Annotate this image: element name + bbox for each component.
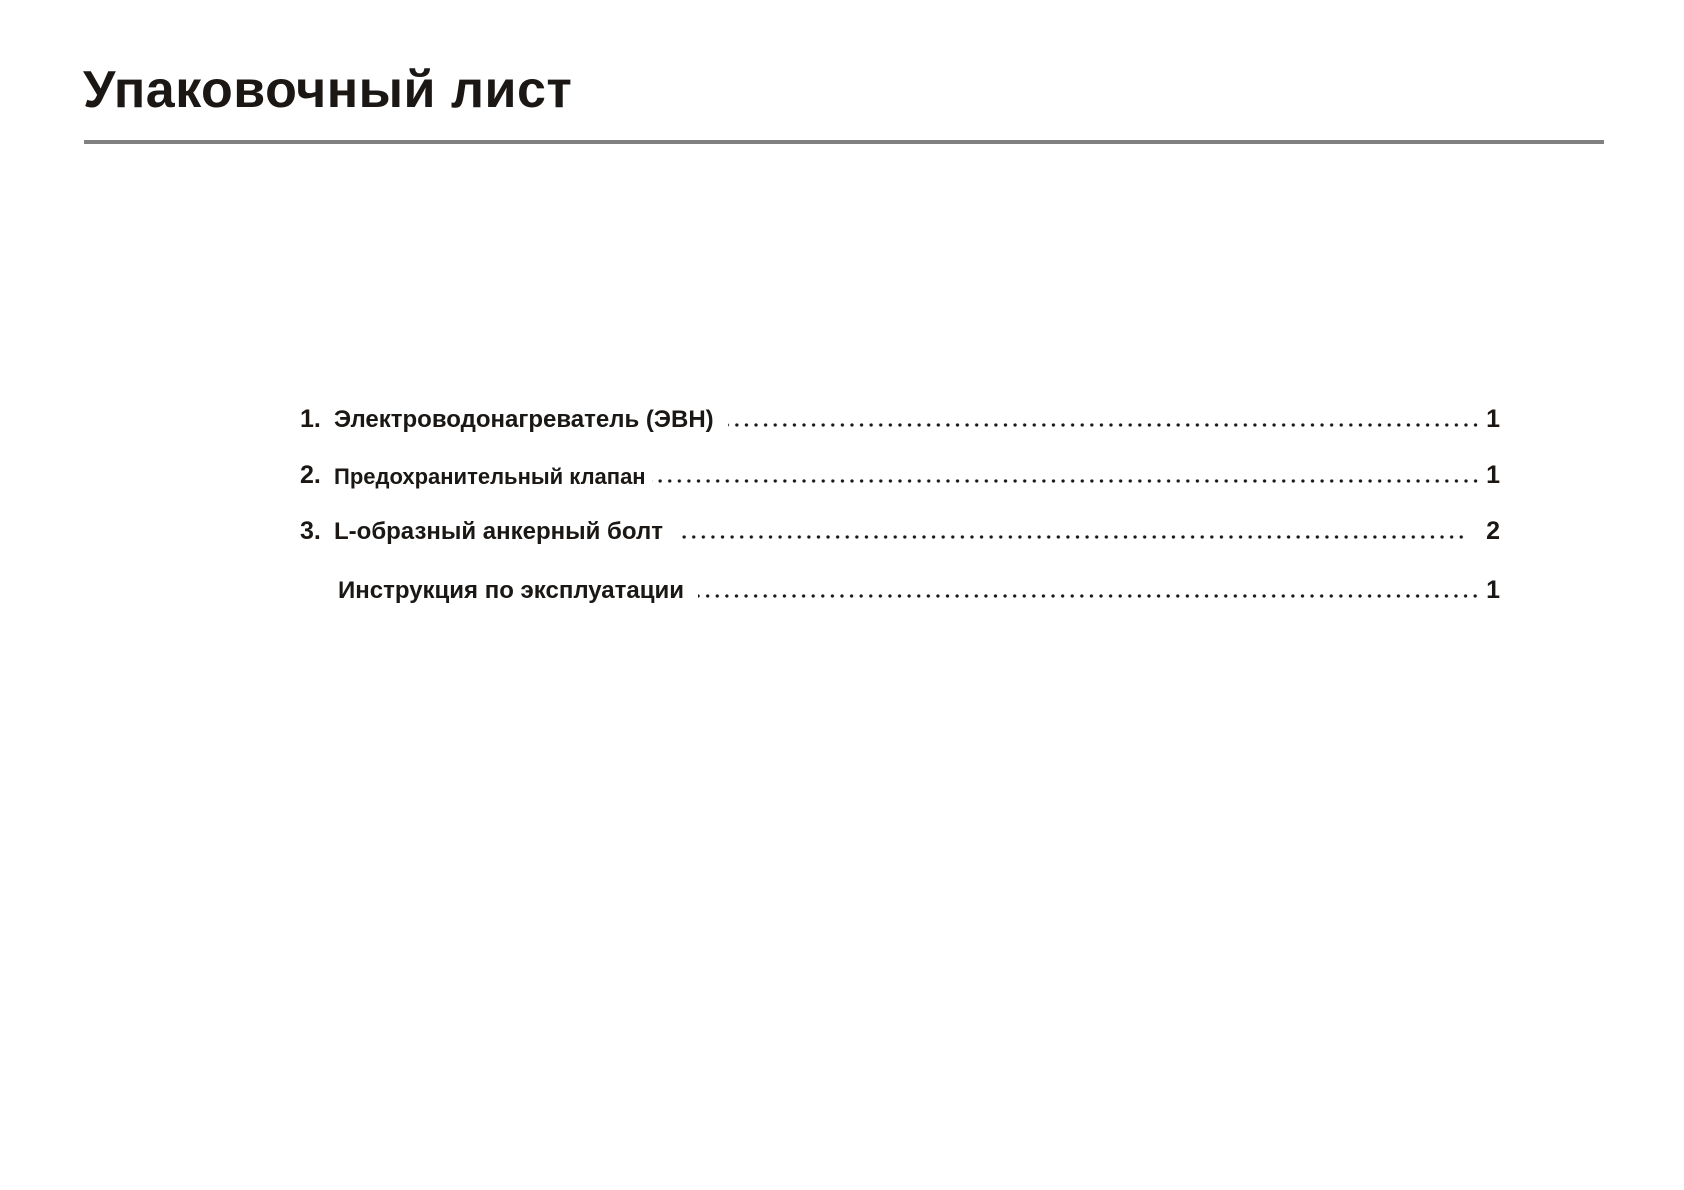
item-quantity: 2 (1486, 517, 1500, 545)
list-item (300, 512, 1500, 544)
item-number: 1. (300, 405, 321, 433)
item-number: 2. (300, 461, 321, 489)
item-label: Инструкция по эксплуатации (338, 577, 685, 604)
item-number: 3. (300, 517, 321, 545)
item-quantity: 1 (1486, 576, 1500, 604)
list-item (300, 456, 1500, 488)
item-label: Электроводонагреватель (ЭВН) (334, 406, 714, 433)
list-item (300, 571, 1500, 603)
item-quantity: 1 (1486, 405, 1500, 433)
dot-leader (728, 422, 1480, 428)
item-label: Предохранительный клапан (334, 464, 646, 489)
item-label: L-образный анкерный болт (334, 518, 663, 545)
dot-leader (698, 593, 1480, 599)
dot-leader (652, 478, 1480, 484)
title-divider (84, 140, 1604, 144)
dot-leader (677, 534, 1466, 540)
item-quantity: 1 (1486, 461, 1500, 489)
page-title: Упаковочный лист (83, 61, 573, 119)
list-item (300, 400, 1500, 432)
